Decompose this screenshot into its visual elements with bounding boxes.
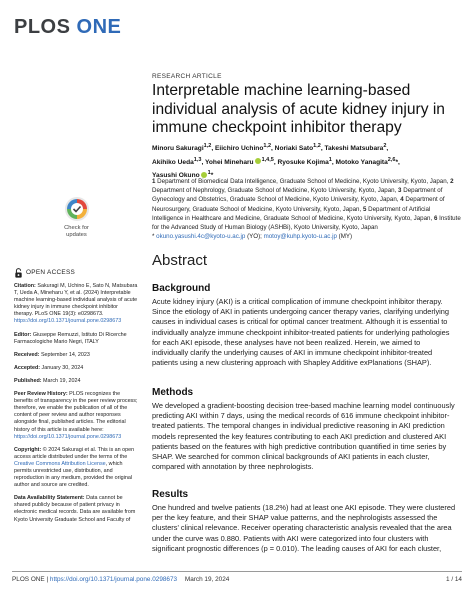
- methods-text: We developed a gradient-boosting decision tree-based machine learning model continuously predicting AKI within 7 days, using the medical records of 616 immune checkpoint inhibitor-treated patients. The temporal changes in individual predictive reasoning in AKI prediction models represented the key features contributing to each AKI prediction and clustered AKI patients based on the features with high predictive contribution quantified in time series by SHAP. We searched for common clinical backgrounds of AKI patients in each cluster, compared with annotation by three nephrologists.: [152, 401, 455, 472]
- logo-plos: PLOS: [14, 16, 71, 38]
- author-corresponding-mark: *,: [395, 158, 400, 166]
- editor-label: Editor:: [14, 331, 32, 338]
- page-footer: [12, 576, 462, 583]
- affiliation-text: Department of Artificial Intelligence in Healthcare and Medicine, Graduate School of Medicine, Kyoto University, Kyoto, Japan,: [152, 205, 433, 222]
- affiliation-text: Department of Neurosurgery, Graduate School of Medicine, Kyoto University, Kyoto, Japan,: [152, 196, 445, 213]
- email-initials: (MY): [336, 233, 353, 240]
- received-text: September 14, 2023: [39, 351, 90, 358]
- author-name[interactable]: Yasushi Okuno: [152, 172, 200, 180]
- published-label: Published:: [14, 377, 42, 384]
- affiliation-number: 1: [152, 178, 156, 185]
- received-date: [14, 352, 138, 359]
- check-badge-label: [64, 225, 89, 239]
- copyright-text-tail: , which permits unrestricted use, distribution, and reproduction in any medium, provided the original author and source are credited.: [14, 460, 133, 489]
- abstract-heading: Abstract: [152, 252, 208, 269]
- copyright-label: Copyright:: [14, 446, 42, 453]
- citation-text: Sakuragi M, Uchino E, Sato N, Matsubara T, Ueda A, Mineharu Y, et al. (2024) Interpretable machine learning-based individual analysis of acute kidney injury in immune checkpoint inhibitor therapy. PLoS ONE 19(3): e0298673.: [14, 283, 138, 318]
- data-availability: [14, 495, 138, 523]
- results-text: One hundred and twelve patients (18.2%) had at least one AKI episode. They were clustered per the key feature, and their SHAP value patterns, and the nephrologists assessed the clusters' clinical relevance. Receiver operating characteristic analysis revealed that the area under the curve was 0.880. Patients with AKI were categorized into four clusters with significant prognostic differences (p = 0.010). The leading causes of AKI for each cluster,: [152, 503, 456, 553]
- accepted-date: [14, 365, 138, 372]
- author-name[interactable]: Minoru Sakuragi: [152, 145, 204, 153]
- affiliations: [152, 177, 462, 232]
- author-affiliation-sup: 2,6: [387, 156, 396, 163]
- published-date: [14, 378, 138, 385]
- page-number: 1 / 14: [446, 576, 462, 583]
- affiliation-text: Department of Gynecology and Obstetrics, Graduate School of Medicine, Kyoto University, Kyoto, Japan,: [152, 187, 443, 204]
- affiliation-text: Institute for the Advanced Study of Human Biology (ASHBi), Kyoto University, Kyoto, Japan: [152, 214, 461, 232]
- author-affiliation-sup: 1,2: [313, 143, 321, 149]
- peer-review-link[interactable]: https://doi.org/10.1371/journal.pone.0298673: [14, 433, 122, 440]
- author-corresponding-mark: *: [210, 172, 214, 180]
- author-name[interactable]: , Ryosuke Kojima: [273, 158, 329, 166]
- corresponding-emails: [152, 232, 462, 241]
- email-link-okuno[interactable]: okuno.yasushi.4c@kyoto-u.ac.jp: [156, 233, 246, 240]
- received-label: Received:: [14, 351, 40, 358]
- article-title: Interpretable machine learning-based individual analysis of acute kidney injury in immune checkpoint inhibitor therapy: [152, 82, 445, 136]
- author-affiliation-sup: 1: [328, 156, 332, 163]
- peer-review-history: [14, 391, 138, 441]
- author-list: [152, 141, 462, 182]
- copyright-text: © 2024 Sakuragi et al. This is an open access article distributed under the terms of the: [14, 446, 135, 460]
- author-separator: ,: [386, 145, 389, 153]
- background-text: Acute kidney injury (AKI) is a critical complication of immune checkpoint inhibitor therapy. Since the etiology of AKI in patients undergoing cancer therapy varies, clarifying underlying causes in individual cases is critical for optimal cancer treatment. Although it is essential to individually analyze immune checkpoint inhibitor-treated patients for underlying pathologies for each AKI episode, these analyses have not been realized. Herein, we aimed to individually clarify the underlying causes of AKI in immune checkpoint inhibitor-treated patients using a new clustering approach with Shapley Additive exPlanations (SHAP).: [152, 297, 450, 368]
- editor-text: Giuseppe Remuzzi, Istituto Di Ricerche Farmacologiche Mario Negri, ITALY: [14, 331, 127, 345]
- affiliation-number: 2: [450, 178, 454, 185]
- peer-review-label: Peer Review History:: [14, 391, 68, 398]
- affiliation-number: 6: [433, 214, 438, 222]
- accepted-label: Accepted:: [14, 364, 41, 371]
- open-access-lock-icon: [14, 268, 23, 278]
- footer-divider: [12, 571, 462, 572]
- methods-heading: Methods: [152, 387, 194, 398]
- citation-label: Citation:: [14, 283, 36, 289]
- author-name[interactable]: , Eiichiro Uchino: [211, 145, 264, 153]
- affiliation-number: 3: [398, 187, 402, 195]
- author-affiliation-sup: 1,3: [193, 156, 202, 163]
- author-name[interactable]: Akihiko Ueda: [152, 158, 194, 166]
- orcid-icon[interactable]: [255, 158, 261, 164]
- copyright: [14, 447, 138, 490]
- email-star: *: [152, 233, 155, 240]
- citation: [14, 283, 138, 326]
- author-affiliation-sup: 1,2: [263, 143, 272, 149]
- author-name[interactable]: , Noriaki Sato: [271, 145, 314, 153]
- affiliation-text: Department of Biomedical Data Intelligence, Graduate School of Medicine, Kyoto University, Kyoto, Japan,: [155, 178, 449, 185]
- check-badge-line2: updates: [66, 231, 87, 238]
- footer-date: March 19, 2024: [184, 576, 230, 583]
- article-sidebar: [14, 268, 138, 530]
- author-affiliation-sup: 1: [207, 170, 211, 177]
- accepted-text: January 30, 2024: [40, 364, 84, 371]
- peer-review-text: PLOS recognizes the benefits of transparency in the peer review process; therefore, we enable the publication of all of the content of peer review and author responses alongside final, published articles. The editorial history of this article is available here:: [14, 391, 138, 433]
- email-link-yanagita[interactable]: motoy@kuhp.kyoto-u.ac.jp: [263, 233, 337, 240]
- author-affiliation-sup: 1,2: [203, 143, 212, 149]
- check-badge-line1: Check for: [64, 225, 89, 231]
- affiliation-number: 5: [362, 205, 367, 213]
- published-text: March 19, 2024: [41, 377, 81, 384]
- plos-one-logo[interactable]: [14, 16, 121, 39]
- open-access-label: OPEN ACCESS: [26, 269, 76, 277]
- author-name[interactable]: , Yohei Mineharu: [201, 158, 254, 166]
- footer-doi-link[interactable]: https://doi.org/10.1371/journal.pone.0298673: [49, 576, 178, 583]
- editor: [14, 332, 138, 346]
- data-availability-text: Data cannot be shared publicly because of patient privacy in electronic medical records. Data are available from Kyoto University Graduate School and Faculty of: [14, 495, 136, 523]
- email-initials: (YO);: [245, 233, 264, 240]
- citation-doi-link[interactable]: https://doi.org/10.1371/journal.pone.0298673: [14, 318, 122, 325]
- check-for-updates-icon: [64, 196, 90, 224]
- author-affiliation-sup: 2: [383, 143, 387, 149]
- article-type: RESEARCH ARTICLE: [152, 73, 222, 80]
- affiliation-text: Department of Nephrology, Graduate School of Medicine, Kyoto University, Kyoto, Japan,: [152, 187, 397, 195]
- cc-license-link[interactable]: Creative Commons Attribution License: [14, 460, 106, 467]
- author-affiliation-sup: 1,4,5: [261, 156, 274, 163]
- results-heading: Results: [152, 489, 189, 500]
- background-heading: Background: [152, 283, 211, 294]
- data-availability-label: Data Availability Statement:: [14, 495, 85, 502]
- author-name[interactable]: , Takeshi Matsubara: [320, 145, 384, 153]
- affiliation-number: 4: [400, 196, 404, 204]
- footer-journal: PLOS ONE |: [12, 576, 50, 583]
- logo-one: ONE: [76, 16, 122, 38]
- check-for-updates-badge[interactable]: [58, 196, 95, 239]
- open-access-row: [14, 268, 138, 278]
- author-name[interactable]: , Motoko Yanagita: [331, 158, 388, 166]
